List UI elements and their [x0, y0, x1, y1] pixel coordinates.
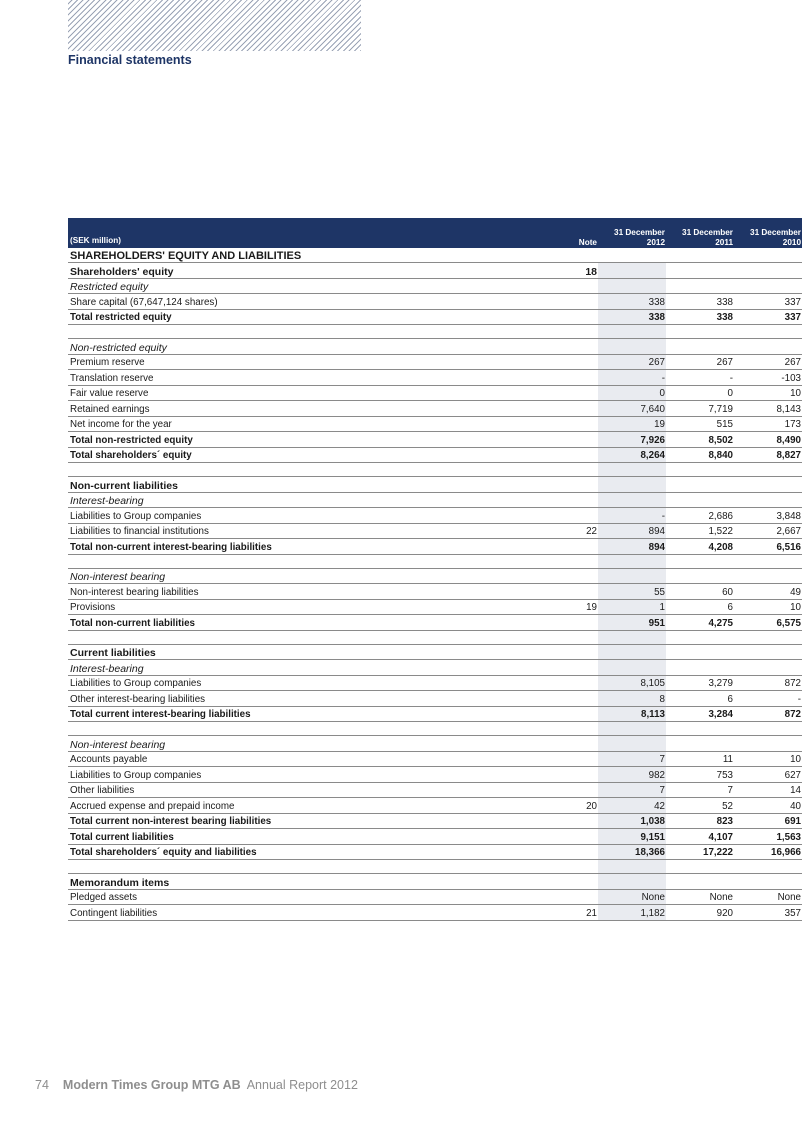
value-2012: 8 [598, 691, 666, 707]
table-row [68, 370, 802, 386]
value-2012 [598, 339, 666, 355]
value-2010 [734, 463, 802, 477]
row-note [528, 416, 598, 432]
row-note: 20 [528, 798, 598, 814]
row-label: Total non-current interest-bearing liabilities [68, 539, 528, 555]
row-note [528, 354, 598, 370]
row-label [68, 325, 528, 339]
row-note [528, 706, 598, 722]
row-note [528, 385, 598, 401]
spacer-row [68, 860, 802, 874]
value-2012: 1,038 [598, 813, 666, 829]
table-row [68, 568, 802, 584]
value-2010 [734, 644, 802, 660]
value-2010 [734, 736, 802, 752]
value-2011: 4,275 [666, 615, 734, 631]
row-label: Non-current liabilities [68, 477, 528, 493]
table-row [68, 644, 802, 660]
value-2011: 11 [666, 751, 734, 767]
value-2010 [734, 860, 802, 874]
row-note [528, 675, 598, 691]
table-row [68, 782, 802, 798]
value-2011 [666, 874, 734, 890]
table-row [68, 477, 802, 493]
value-2011: 6 [666, 599, 734, 615]
row-note [528, 660, 598, 676]
row-label: Contingent liabilities [68, 905, 528, 921]
value-2010: 16,966 [734, 844, 802, 860]
row-note [528, 401, 598, 417]
value-2012: 8,105 [598, 675, 666, 691]
value-2011: 338 [666, 294, 734, 310]
value-2012: 8,113 [598, 706, 666, 722]
row-label: Interest-bearing [68, 492, 528, 508]
value-2010: 40 [734, 798, 802, 814]
value-2012 [598, 860, 666, 874]
row-note [528, 767, 598, 783]
value-2011: 4,107 [666, 829, 734, 845]
value-2011 [666, 630, 734, 644]
value-2010: 691 [734, 813, 802, 829]
table-row [68, 675, 802, 691]
row-note [528, 584, 598, 600]
table-row [68, 432, 802, 448]
value-2010: 8,490 [734, 432, 802, 448]
value-2010 [734, 722, 802, 736]
table-row [68, 309, 802, 325]
value-2010 [734, 874, 802, 890]
table-row [68, 539, 802, 555]
table-row [68, 751, 802, 767]
value-2010: -103 [734, 370, 802, 386]
row-label: Other liabilities [68, 782, 528, 798]
value-2011: 3,279 [666, 675, 734, 691]
value-2012: - [598, 370, 666, 386]
value-2012 [598, 568, 666, 584]
value-2012 [598, 463, 666, 477]
row-label: Total restricted equity [68, 309, 528, 325]
value-2010: 1,563 [734, 829, 802, 845]
row-note [528, 722, 598, 736]
table-row [68, 767, 802, 783]
table-row [68, 813, 802, 829]
table-row [68, 278, 802, 294]
value-2010: 337 [734, 309, 802, 325]
table-row [68, 339, 802, 355]
row-label: Pledged assets [68, 889, 528, 905]
spacer-row [68, 325, 802, 339]
value-2010 [734, 568, 802, 584]
value-2010: 3,848 [734, 508, 802, 524]
value-2011: 338 [666, 309, 734, 325]
value-2011: 920 [666, 905, 734, 921]
row-note [528, 782, 598, 798]
row-label: SHAREHOLDERS' EQUITY AND LIABILITIES [68, 248, 528, 263]
value-2012: 18,366 [598, 844, 666, 860]
row-note [528, 829, 598, 845]
balance-sheet-body [68, 248, 802, 920]
table-row [68, 736, 802, 752]
value-2012: 7 [598, 751, 666, 767]
row-label: Current liabilities [68, 644, 528, 660]
value-2010 [734, 339, 802, 355]
row-note [528, 889, 598, 905]
row-note [528, 477, 598, 493]
row-label: Non-restricted equity [68, 339, 528, 355]
row-label: Retained earnings [68, 401, 528, 417]
row-label [68, 860, 528, 874]
value-2012 [598, 477, 666, 493]
row-note [528, 294, 598, 310]
value-2012: 8,264 [598, 447, 666, 463]
value-2011: 8,502 [666, 432, 734, 448]
value-2010: 8,143 [734, 401, 802, 417]
row-note [528, 325, 598, 339]
value-2012 [598, 278, 666, 294]
page-number: 74 [35, 1078, 49, 1092]
row-label: Total current non-interest bearing liabilities [68, 813, 528, 829]
value-2010: - [734, 691, 802, 707]
value-2012: 0 [598, 385, 666, 401]
row-label: Liabilities to Group companies [68, 767, 528, 783]
value-2010 [734, 660, 802, 676]
decorative-hatch-pattern [68, 0, 361, 51]
value-2012: 1,182 [598, 905, 666, 921]
value-2011: 17,222 [666, 844, 734, 860]
value-2011: 1,522 [666, 523, 734, 539]
value-2011: 823 [666, 813, 734, 829]
row-label: Interest-bearing [68, 660, 528, 676]
value-2011: 267 [666, 354, 734, 370]
report-title: Annual Report 2012 [246, 1078, 358, 1092]
value-2011: 6 [666, 691, 734, 707]
row-label: Total shareholders´ equity [68, 447, 528, 463]
value-2010: 14 [734, 782, 802, 798]
table-row [68, 615, 802, 631]
value-2010 [734, 477, 802, 493]
value-2011 [666, 660, 734, 676]
row-label: Net income for the year [68, 416, 528, 432]
value-2011: 3,284 [666, 706, 734, 722]
value-2011 [666, 568, 734, 584]
value-2010: 6,516 [734, 539, 802, 555]
value-2011: 7,719 [666, 401, 734, 417]
value-2010: 627 [734, 767, 802, 783]
value-2012: 19 [598, 416, 666, 432]
row-label: Total non-current liabilities [68, 615, 528, 631]
value-2011 [666, 492, 734, 508]
row-note [528, 508, 598, 524]
row-note [528, 447, 598, 463]
value-2011: 4,208 [666, 539, 734, 555]
row-note [528, 874, 598, 890]
row-label: Accrued expense and prepaid income [68, 798, 528, 814]
row-note [528, 309, 598, 325]
value-2010: None [734, 889, 802, 905]
table-row [68, 829, 802, 845]
row-label: Premium reserve [68, 354, 528, 370]
spacer-row [68, 554, 802, 568]
table-row [68, 401, 802, 417]
value-2010: 8,827 [734, 447, 802, 463]
row-label: Provisions [68, 599, 528, 615]
value-2011 [666, 325, 734, 339]
value-2011 [666, 248, 734, 263]
value-2011 [666, 263, 734, 279]
value-2012 [598, 248, 666, 263]
value-2011 [666, 339, 734, 355]
row-label: Liabilities to Group companies [68, 675, 528, 691]
row-note [528, 432, 598, 448]
value-2010: 337 [734, 294, 802, 310]
value-2010: 6,575 [734, 615, 802, 631]
value-2010: 10 [734, 751, 802, 767]
value-2012 [598, 492, 666, 508]
value-2012: 55 [598, 584, 666, 600]
table-row [68, 263, 802, 279]
value-2010: 267 [734, 354, 802, 370]
value-2010 [734, 278, 802, 294]
value-2011: 52 [666, 798, 734, 814]
row-note [528, 644, 598, 660]
row-label: Translation reserve [68, 370, 528, 386]
row-label [68, 630, 528, 644]
value-2012 [598, 554, 666, 568]
row-label: Accounts payable [68, 751, 528, 767]
value-2012 [598, 722, 666, 736]
column-header-2010: 31 December 2010 [734, 218, 802, 248]
value-2012: 7,640 [598, 401, 666, 417]
column-header-2011: 31 December 2011 [666, 218, 734, 248]
value-2012 [598, 660, 666, 676]
row-note [528, 860, 598, 874]
row-label: Liabilities to financial institutions [68, 523, 528, 539]
value-2011 [666, 644, 734, 660]
row-label: Non-interest bearing liabilities [68, 584, 528, 600]
value-2010 [734, 554, 802, 568]
table-row [68, 508, 802, 524]
row-note [528, 539, 598, 555]
row-note [528, 751, 598, 767]
value-2012: 894 [598, 539, 666, 555]
value-2011: 8,840 [666, 447, 734, 463]
value-2012: 7 [598, 782, 666, 798]
company-name: Modern Times Group MTG AB [62, 1078, 241, 1092]
row-note [528, 615, 598, 631]
row-label: Non-interest bearing [68, 736, 528, 752]
value-2012 [598, 325, 666, 339]
page-footer [35, 1078, 358, 1092]
value-2011: - [666, 370, 734, 386]
row-note [528, 463, 598, 477]
row-label: Memorandum items [68, 874, 528, 890]
value-2012: 338 [598, 294, 666, 310]
value-2010 [734, 630, 802, 644]
value-2011: None [666, 889, 734, 905]
value-2010: 10 [734, 599, 802, 615]
section-title: Financial statements [68, 53, 192, 67]
spacer-row [68, 630, 802, 644]
row-label [68, 463, 528, 477]
table-row [68, 523, 802, 539]
table-row [68, 844, 802, 860]
value-2011 [666, 477, 734, 493]
value-2011 [666, 463, 734, 477]
row-note [528, 278, 598, 294]
value-2010: 10 [734, 385, 802, 401]
row-note [528, 554, 598, 568]
value-2010: 2,667 [734, 523, 802, 539]
row-note [528, 370, 598, 386]
value-2012: 7,926 [598, 432, 666, 448]
value-2012 [598, 263, 666, 279]
value-2012: 338 [598, 309, 666, 325]
value-2011: 753 [666, 767, 734, 783]
value-2011 [666, 278, 734, 294]
value-2011: 7 [666, 782, 734, 798]
row-note [528, 691, 598, 707]
value-2012: None [598, 889, 666, 905]
value-2012: 894 [598, 523, 666, 539]
row-label: Restricted equity [68, 278, 528, 294]
table-row [68, 492, 802, 508]
row-note: 18 [528, 263, 598, 279]
value-2011 [666, 736, 734, 752]
value-2011 [666, 722, 734, 736]
table-row [68, 354, 802, 370]
value-2011 [666, 554, 734, 568]
row-note [528, 813, 598, 829]
value-2010 [734, 325, 802, 339]
value-2010: 173 [734, 416, 802, 432]
column-header-2012: 31 December 2012 [598, 218, 666, 248]
value-2012: 9,151 [598, 829, 666, 845]
balance-sheet-table [68, 218, 802, 921]
value-2012: 42 [598, 798, 666, 814]
row-note [528, 248, 598, 263]
table-row [68, 447, 802, 463]
value-2012: 951 [598, 615, 666, 631]
row-label: Total current interest-bearing liabilities [68, 706, 528, 722]
value-2010 [734, 248, 802, 263]
table-row [68, 584, 802, 600]
value-2010: 872 [734, 706, 802, 722]
table-row [68, 248, 802, 263]
value-2012: 982 [598, 767, 666, 783]
row-note [528, 339, 598, 355]
table-row [68, 798, 802, 814]
value-2012: 267 [598, 354, 666, 370]
row-label: Total non-restricted equity [68, 432, 528, 448]
row-note: 22 [528, 523, 598, 539]
row-note [528, 736, 598, 752]
table-row [68, 660, 802, 676]
table-row [68, 416, 802, 432]
column-header-note: Note [528, 218, 598, 248]
row-label: Fair value reserve [68, 385, 528, 401]
value-2010: 357 [734, 905, 802, 921]
row-label: Other interest-bearing liabilities [68, 691, 528, 707]
value-2011: 60 [666, 584, 734, 600]
value-2010: 872 [734, 675, 802, 691]
value-2011: 0 [666, 385, 734, 401]
table-row [68, 691, 802, 707]
row-note [528, 568, 598, 584]
row-note [528, 630, 598, 644]
table-row [68, 599, 802, 615]
value-2011 [666, 860, 734, 874]
row-label [68, 722, 528, 736]
spacer-row [68, 463, 802, 477]
value-2012 [598, 630, 666, 644]
column-header-label: (SEK million) [68, 218, 528, 248]
table-row [68, 385, 802, 401]
value-2010: 49 [734, 584, 802, 600]
value-2012: - [598, 508, 666, 524]
value-2012 [598, 644, 666, 660]
value-2012 [598, 874, 666, 890]
row-label: Liabilities to Group companies [68, 508, 528, 524]
row-label: Total current liabilities [68, 829, 528, 845]
value-2010 [734, 492, 802, 508]
row-label: Shareholders' equity [68, 263, 528, 279]
value-2010 [734, 263, 802, 279]
value-2011: 2,686 [666, 508, 734, 524]
value-2012: 1 [598, 599, 666, 615]
row-note: 19 [528, 599, 598, 615]
value-2011: 515 [666, 416, 734, 432]
row-note [528, 492, 598, 508]
table-row [68, 889, 802, 905]
spacer-row [68, 722, 802, 736]
row-note: 21 [528, 905, 598, 921]
table-row [68, 905, 802, 921]
table-row [68, 874, 802, 890]
table-row [68, 294, 802, 310]
table-row [68, 706, 802, 722]
row-label: Share capital (67,647,124 shares) [68, 294, 528, 310]
row-label: Non-interest bearing [68, 568, 528, 584]
table-header-row [68, 218, 802, 248]
row-note [528, 844, 598, 860]
row-label: Total shareholders´ equity and liabilities [68, 844, 528, 860]
row-label [68, 554, 528, 568]
value-2012 [598, 736, 666, 752]
